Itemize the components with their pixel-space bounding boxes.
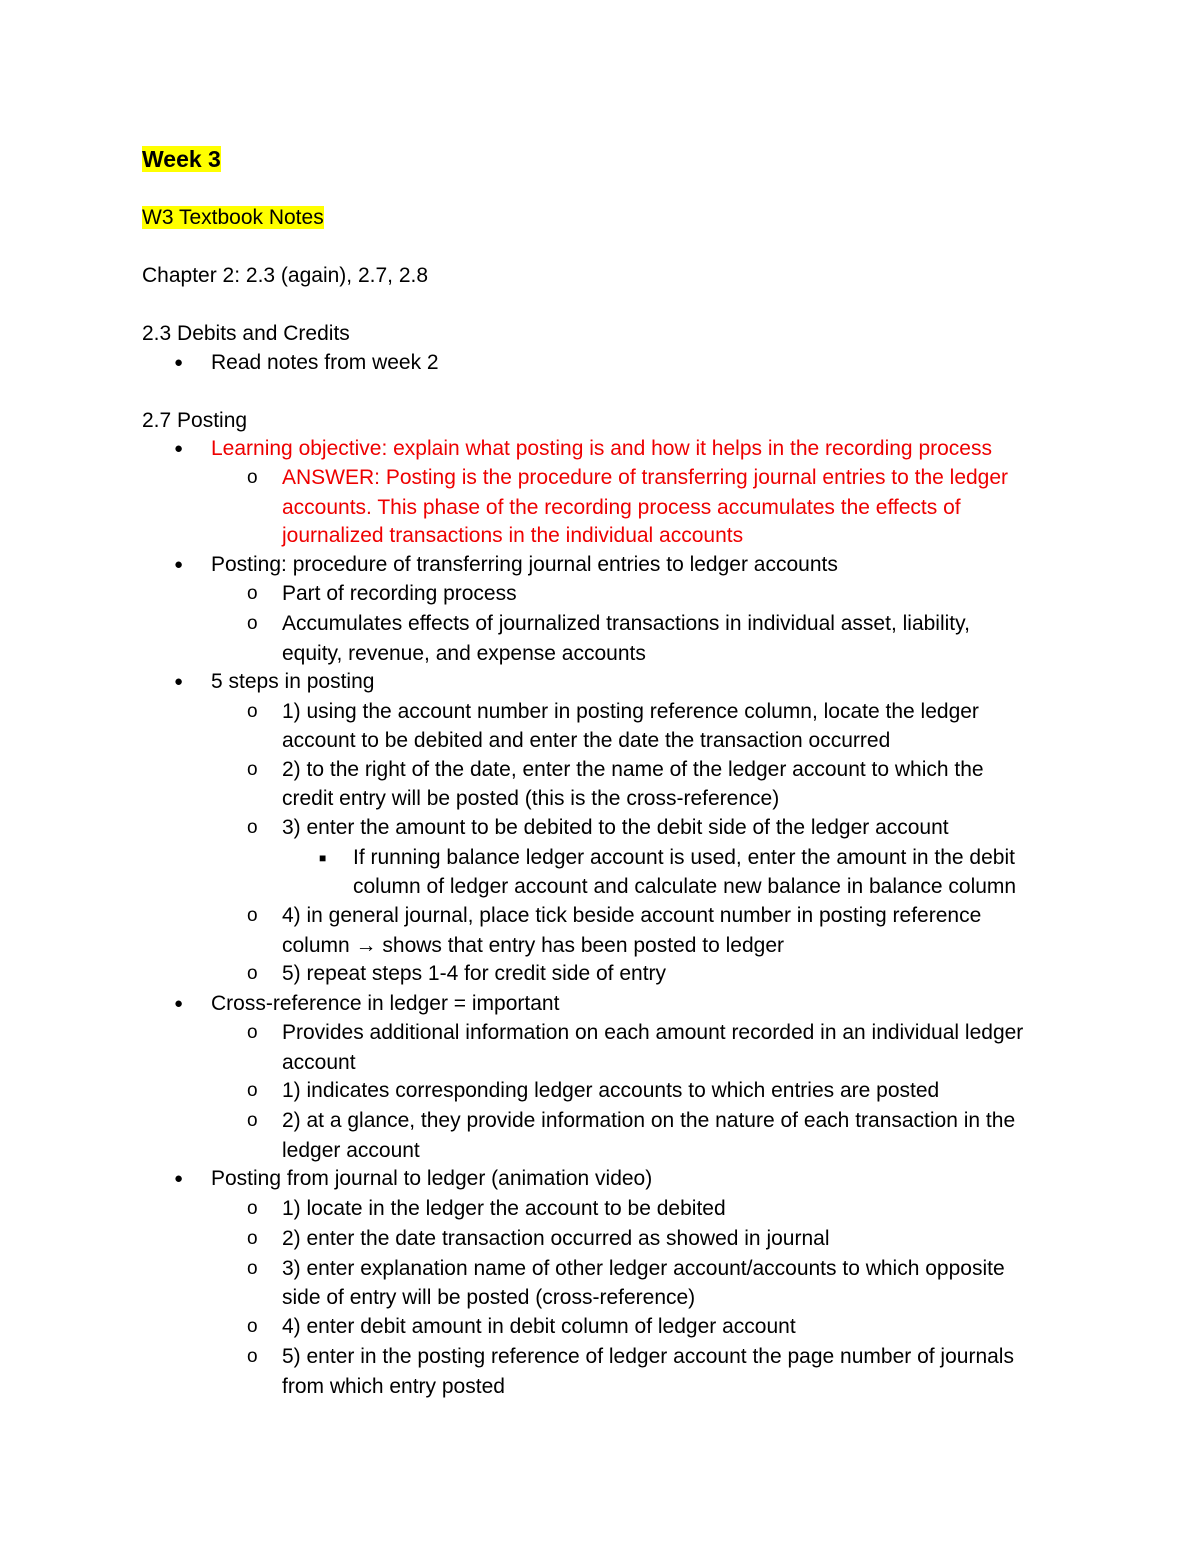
list-item: Posting: procedure of transferring journal entries to ledger accounts [211,553,838,576]
list-item: 2) to the right of the date, enter the name of the ledger account to which the [282,758,984,781]
sub-bullet-marker: o [247,905,258,926]
sub-bullet-marker: o [247,1228,258,1249]
section-2-7-heading: 2.7 Posting [142,409,248,432]
list-item: account to be debited and enter the date the transaction occurred [282,729,891,752]
chapter-line: Chapter 2: 2.3 (again), 2.7, 2.8 [142,264,429,287]
bullet-marker: ● [174,1170,184,1187]
list-item: account [282,1051,356,1074]
right-arrow-icon: → [355,934,377,957]
list-item: column of ledger account and calculate new balance in balance column [353,875,1017,898]
week-title: Week 3 [142,146,221,172]
list-item: ledger account [282,1139,420,1162]
bullet-marker: ● [174,556,184,573]
sub-bullet-marker: o [247,1022,258,1043]
step-4-text-b: shows that entry has been posted to ledger [382,934,784,957]
list-item: 2) enter the date transaction occurred as showed in journal [282,1227,830,1250]
section-label: W3 Textbook Notes [142,206,324,229]
list-item [282,931,784,961]
list-item: side of entry will be posted (cross-reference) [282,1286,696,1309]
list-item: Posting from journal to ledger (animation video) [211,1167,653,1190]
step-4-text-a: column [282,934,350,957]
list-item: Provides additional information on each amount recorded in an individual ledger [282,1021,1024,1044]
list-item: Read notes from week 2 [211,351,439,374]
square-bullet-marker: ■ [319,851,327,865]
list-item: Part of recording process [282,582,517,605]
list-item: 2) at a glance, they provide information on the nature of each transaction in the [282,1109,1016,1132]
list-item: 4) in general journal, place tick beside account number in posting reference [282,904,982,927]
list-item: Accumulates effects of journalized transactions in individual asset, liability, [282,612,970,635]
list-item: credit entry will be posted (this is the cross-reference) [282,787,780,810]
answer-line: ANSWER: Posting is the procedure of transferring journal entries to the ledger [282,466,1009,489]
list-item: 1) indicates corresponding ledger accounts to which entries are posted [282,1079,940,1102]
list-item: 1) locate in the ledger the account to be debited [282,1197,726,1220]
list-item: equity, revenue, and expense accounts [282,642,646,665]
list-item: 3) enter explanation name of other ledger account/accounts to which opposite [282,1257,1005,1280]
sub-bullet-marker: o [247,701,258,722]
sub-bullet-marker: o [247,467,258,488]
bullet-marker: ● [174,440,184,457]
sub-bullet-marker: o [247,759,258,780]
sub-bullet-marker: o [247,1110,258,1131]
sub-bullet-marker: o [247,1316,258,1337]
sub-bullet-marker: o [247,1080,258,1101]
sub-bullet-marker: o [247,613,258,634]
list-item: Cross-reference in ledger = important [211,992,560,1015]
bullet-marker: ● [174,354,184,371]
learning-objective: Learning objective: explain what posting is and how it helps in the recording process [211,437,992,460]
bullet-marker: ● [174,995,184,1012]
sub-bullet-marker: o [247,583,258,604]
sub-bullet-marker: o [247,1258,258,1279]
list-item: from which entry posted [282,1375,505,1398]
sub-bullet-marker: o [247,963,258,984]
answer-line: journalized transactions in the individual accounts [282,524,744,547]
list-item: 1) using the account number in posting reference column, locate the ledger [282,700,979,723]
sub-bullet-marker: o [247,817,258,838]
list-item: 3) enter the amount to be debited to the debit side of the ledger account [282,816,949,839]
list-item: 5) enter in the posting reference of ledger account the page number of journals [282,1345,1014,1368]
list-item: 5 steps in posting [211,670,375,693]
answer-line: accounts. This phase of the recording process accumulates the effects of [282,496,961,519]
sub-bullet-marker: o [247,1346,258,1367]
list-item: 4) enter debit amount in debit column of ledger account [282,1315,796,1338]
section-2-3-heading: 2.3 Debits and Credits [142,322,350,345]
list-item: 5) repeat steps 1-4 for credit side of entry [282,962,667,985]
sub-bullet-marker: o [247,1198,258,1219]
bullet-marker: ● [174,673,184,690]
list-item: If running balance ledger account is used, enter the amount in the debit [353,846,1015,869]
